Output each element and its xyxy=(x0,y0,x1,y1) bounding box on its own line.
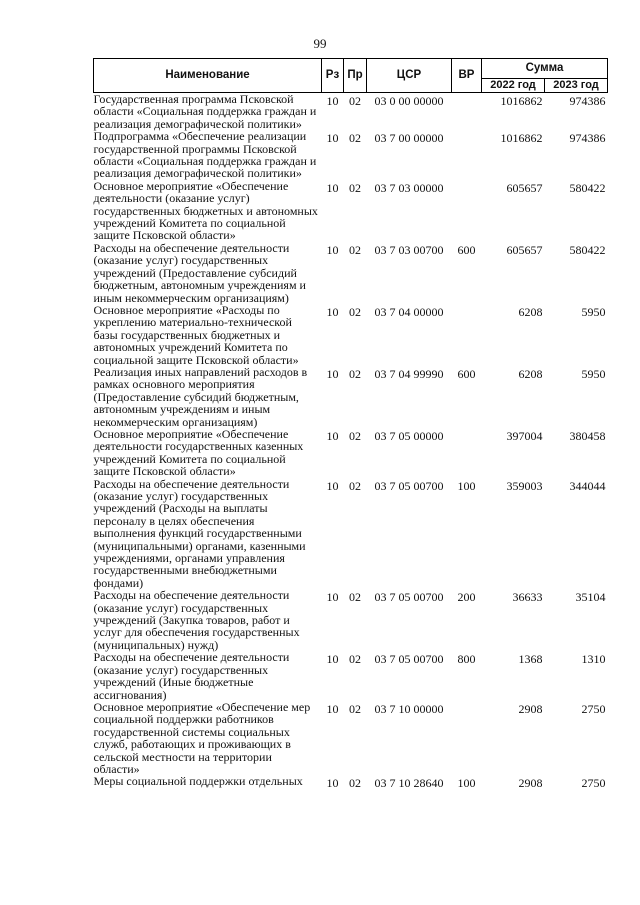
row-csr: 03 7 10 28640 xyxy=(374,776,444,791)
row-sum-2022: 397004 xyxy=(506,428,543,443)
row-sum-2023: 35104 xyxy=(575,590,606,605)
row-pr: 02 xyxy=(349,180,361,195)
row-csr: 03 7 05 00700 xyxy=(374,652,444,667)
row-sum-2022: 605657 xyxy=(506,180,543,195)
table-row xyxy=(94,366,608,428)
table-row xyxy=(94,651,608,701)
row-vr: 100 xyxy=(457,478,476,493)
table-row xyxy=(94,180,608,242)
row-sum-2023: 2750 xyxy=(581,776,606,791)
row-vr: 600 xyxy=(457,242,476,257)
header-pr: Пр xyxy=(344,59,367,93)
row-name: Меры социальной поддержки отдельных xyxy=(93,774,303,789)
row-sum-2022: 2908 xyxy=(518,701,543,716)
row-rz: 10 xyxy=(326,304,339,319)
row-csr: 03 0 00 00000 xyxy=(374,94,444,108)
row-pr: 02 xyxy=(349,366,361,381)
header-vr: ВР xyxy=(452,59,482,93)
row-csr: 03 7 05 00700 xyxy=(374,590,444,605)
row-rz: 10 xyxy=(326,478,339,493)
row-vr xyxy=(452,701,482,775)
row-sum-2023: 5950 xyxy=(581,304,606,319)
row-vr xyxy=(452,304,482,366)
row-sum-2023: 2750 xyxy=(581,701,606,716)
row-name: Основное мероприятие «Обеспечение мер социальной поддержки работников государственной системы социальных служб, работающих и проживающих в сельской местности на территории области» xyxy=(93,699,311,776)
header-year-2022: 2022 год xyxy=(482,79,545,93)
row-sum-2022: 2908 xyxy=(518,776,543,791)
row-pr: 02 xyxy=(349,428,361,443)
row-sum-2023: 380458 xyxy=(569,428,606,443)
row-pr: 02 xyxy=(349,590,361,605)
row-rz: 10 xyxy=(326,652,339,667)
header-sum: Сумма xyxy=(482,59,608,79)
header-row xyxy=(94,59,608,79)
row-vr: 100 xyxy=(457,776,476,791)
row-name: Государственная программа Псковской области «Социальная поддержка граждан и реализация демографической политики» xyxy=(93,92,317,131)
row-name: Подпрограмма «Обеспечение реализации государственной программы Псковской области «Социальная поддержка граждан и реализация демографической политики» xyxy=(93,129,317,181)
row-name: Основное мероприятие «Расходы по укреплению материально-технической базы государственных бюджетных и автономных учреждений Комитета по социальной защите Псковской области» xyxy=(93,302,299,367)
row-csr: 03 7 10 00000 xyxy=(374,701,444,716)
row-sum-2023: 1310 xyxy=(581,652,606,667)
table-row xyxy=(94,775,608,789)
header-csr: ЦСР xyxy=(367,59,452,93)
row-csr: 03 7 03 00700 xyxy=(374,242,444,257)
table-row xyxy=(94,93,608,131)
row-vr xyxy=(452,130,482,180)
row-sum-2023: 580422 xyxy=(569,242,606,257)
table-row xyxy=(94,478,608,590)
row-sum-2023: 344044 xyxy=(569,478,606,493)
table-row xyxy=(94,130,608,180)
row-csr: 03 7 05 00000 xyxy=(374,428,444,443)
row-name: Расходы на обеспечение деятельности (оказание услуг) государственных учреждений (Расходы на выплаты персоналу в целях обеспечения выполнения функций государственными (муниципальными) органами, казенными учреждениями, органами управления государственными внебюджетными фондами) xyxy=(93,476,306,590)
table-row xyxy=(94,428,608,478)
row-vr: 200 xyxy=(457,590,476,605)
row-vr xyxy=(452,180,482,242)
row-csr: 03 7 04 00000 xyxy=(374,304,444,319)
row-name: Расходы на обеспечение деятельности (оказание услуг) государственных учреждений (Закупка товаров, работ и услуг для обеспечения государственных (муниципальных) нужд) xyxy=(93,588,300,652)
row-sum-2022: 6208 xyxy=(518,304,543,319)
row-vr: 600 xyxy=(457,366,476,381)
row-rz: 10 xyxy=(326,94,339,108)
budget-table xyxy=(93,58,608,790)
row-rz: 10 xyxy=(326,701,339,716)
row-pr: 02 xyxy=(349,701,361,716)
row-csr: 03 7 04 99990 xyxy=(374,366,444,381)
table-row xyxy=(94,589,608,651)
table-row xyxy=(94,701,608,775)
table-row xyxy=(94,242,608,304)
row-csr: 03 7 05 00700 xyxy=(374,478,444,493)
row-rz: 10 xyxy=(326,242,339,257)
row-sum-2023: 974386 xyxy=(569,94,606,108)
row-rz: 10 xyxy=(326,366,339,381)
row-vr xyxy=(452,93,482,131)
row-name: Основное мероприятие «Обеспечение деятельности государственных казенных учреждений Комитета по социальной защите Псковской области» xyxy=(93,426,304,479)
row-sum-2022: 6208 xyxy=(518,366,543,381)
row-vr xyxy=(452,428,482,478)
row-pr: 02 xyxy=(349,776,361,791)
row-sum-2022: 36633 xyxy=(512,590,543,605)
row-csr: 03 7 03 00000 xyxy=(374,180,444,195)
row-pr: 02 xyxy=(349,304,361,319)
row-sum-2023: 974386 xyxy=(569,131,606,146)
row-sum-2022: 1016862 xyxy=(500,94,543,108)
header-rz: Рз xyxy=(322,59,344,93)
row-pr: 02 xyxy=(349,94,361,108)
row-rz: 10 xyxy=(326,590,339,605)
table-body xyxy=(94,93,608,790)
row-pr: 02 xyxy=(349,131,361,146)
row-sum-2022: 605657 xyxy=(506,242,543,257)
row-vr: 800 xyxy=(457,652,476,667)
header-name: Наименование xyxy=(94,59,322,93)
row-rz: 10 xyxy=(326,180,339,195)
row-csr: 03 7 00 00000 xyxy=(374,131,444,146)
row-rz: 10 xyxy=(326,131,339,146)
row-rz: 10 xyxy=(326,776,339,791)
page-number: 99 xyxy=(313,36,327,51)
header-year-2023: 2023 год xyxy=(545,79,608,93)
row-sum-2023: 580422 xyxy=(569,180,606,195)
row-sum-2022: 1368 xyxy=(518,652,543,667)
row-sum-2022: 1016862 xyxy=(500,131,543,146)
row-sum-2022: 359003 xyxy=(506,478,543,493)
row-pr: 02 xyxy=(349,652,361,667)
row-name: Расходы на обеспечение деятельности (оказание услуг) государственных учреждений (Предоставление субсидий бюджетным, автономным учреждениям и иным некоммерческим организациям) xyxy=(93,240,306,305)
row-rz: 10 xyxy=(326,428,339,443)
row-pr: 02 xyxy=(349,478,361,493)
row-name: Расходы на обеспечение деятельности (оказание услуг) государственных учреждений (Иные бюджетные ассигнования) xyxy=(93,650,290,702)
row-name: Основное мероприятие «Обеспечение деятельности (оказание услуг) государственных бюджетных и автономных учреждений Комитета по социальной защите Псковской области» xyxy=(93,178,318,243)
table-row xyxy=(94,304,608,366)
row-name: Реализация иных направлений расходов в рамках основного мероприятия (Предоставление субсидий бюджетным, автономным учреждениям и иным некоммерческим организациям) xyxy=(93,364,308,429)
row-sum-2023: 5950 xyxy=(581,366,606,381)
row-pr: 02 xyxy=(349,242,361,257)
